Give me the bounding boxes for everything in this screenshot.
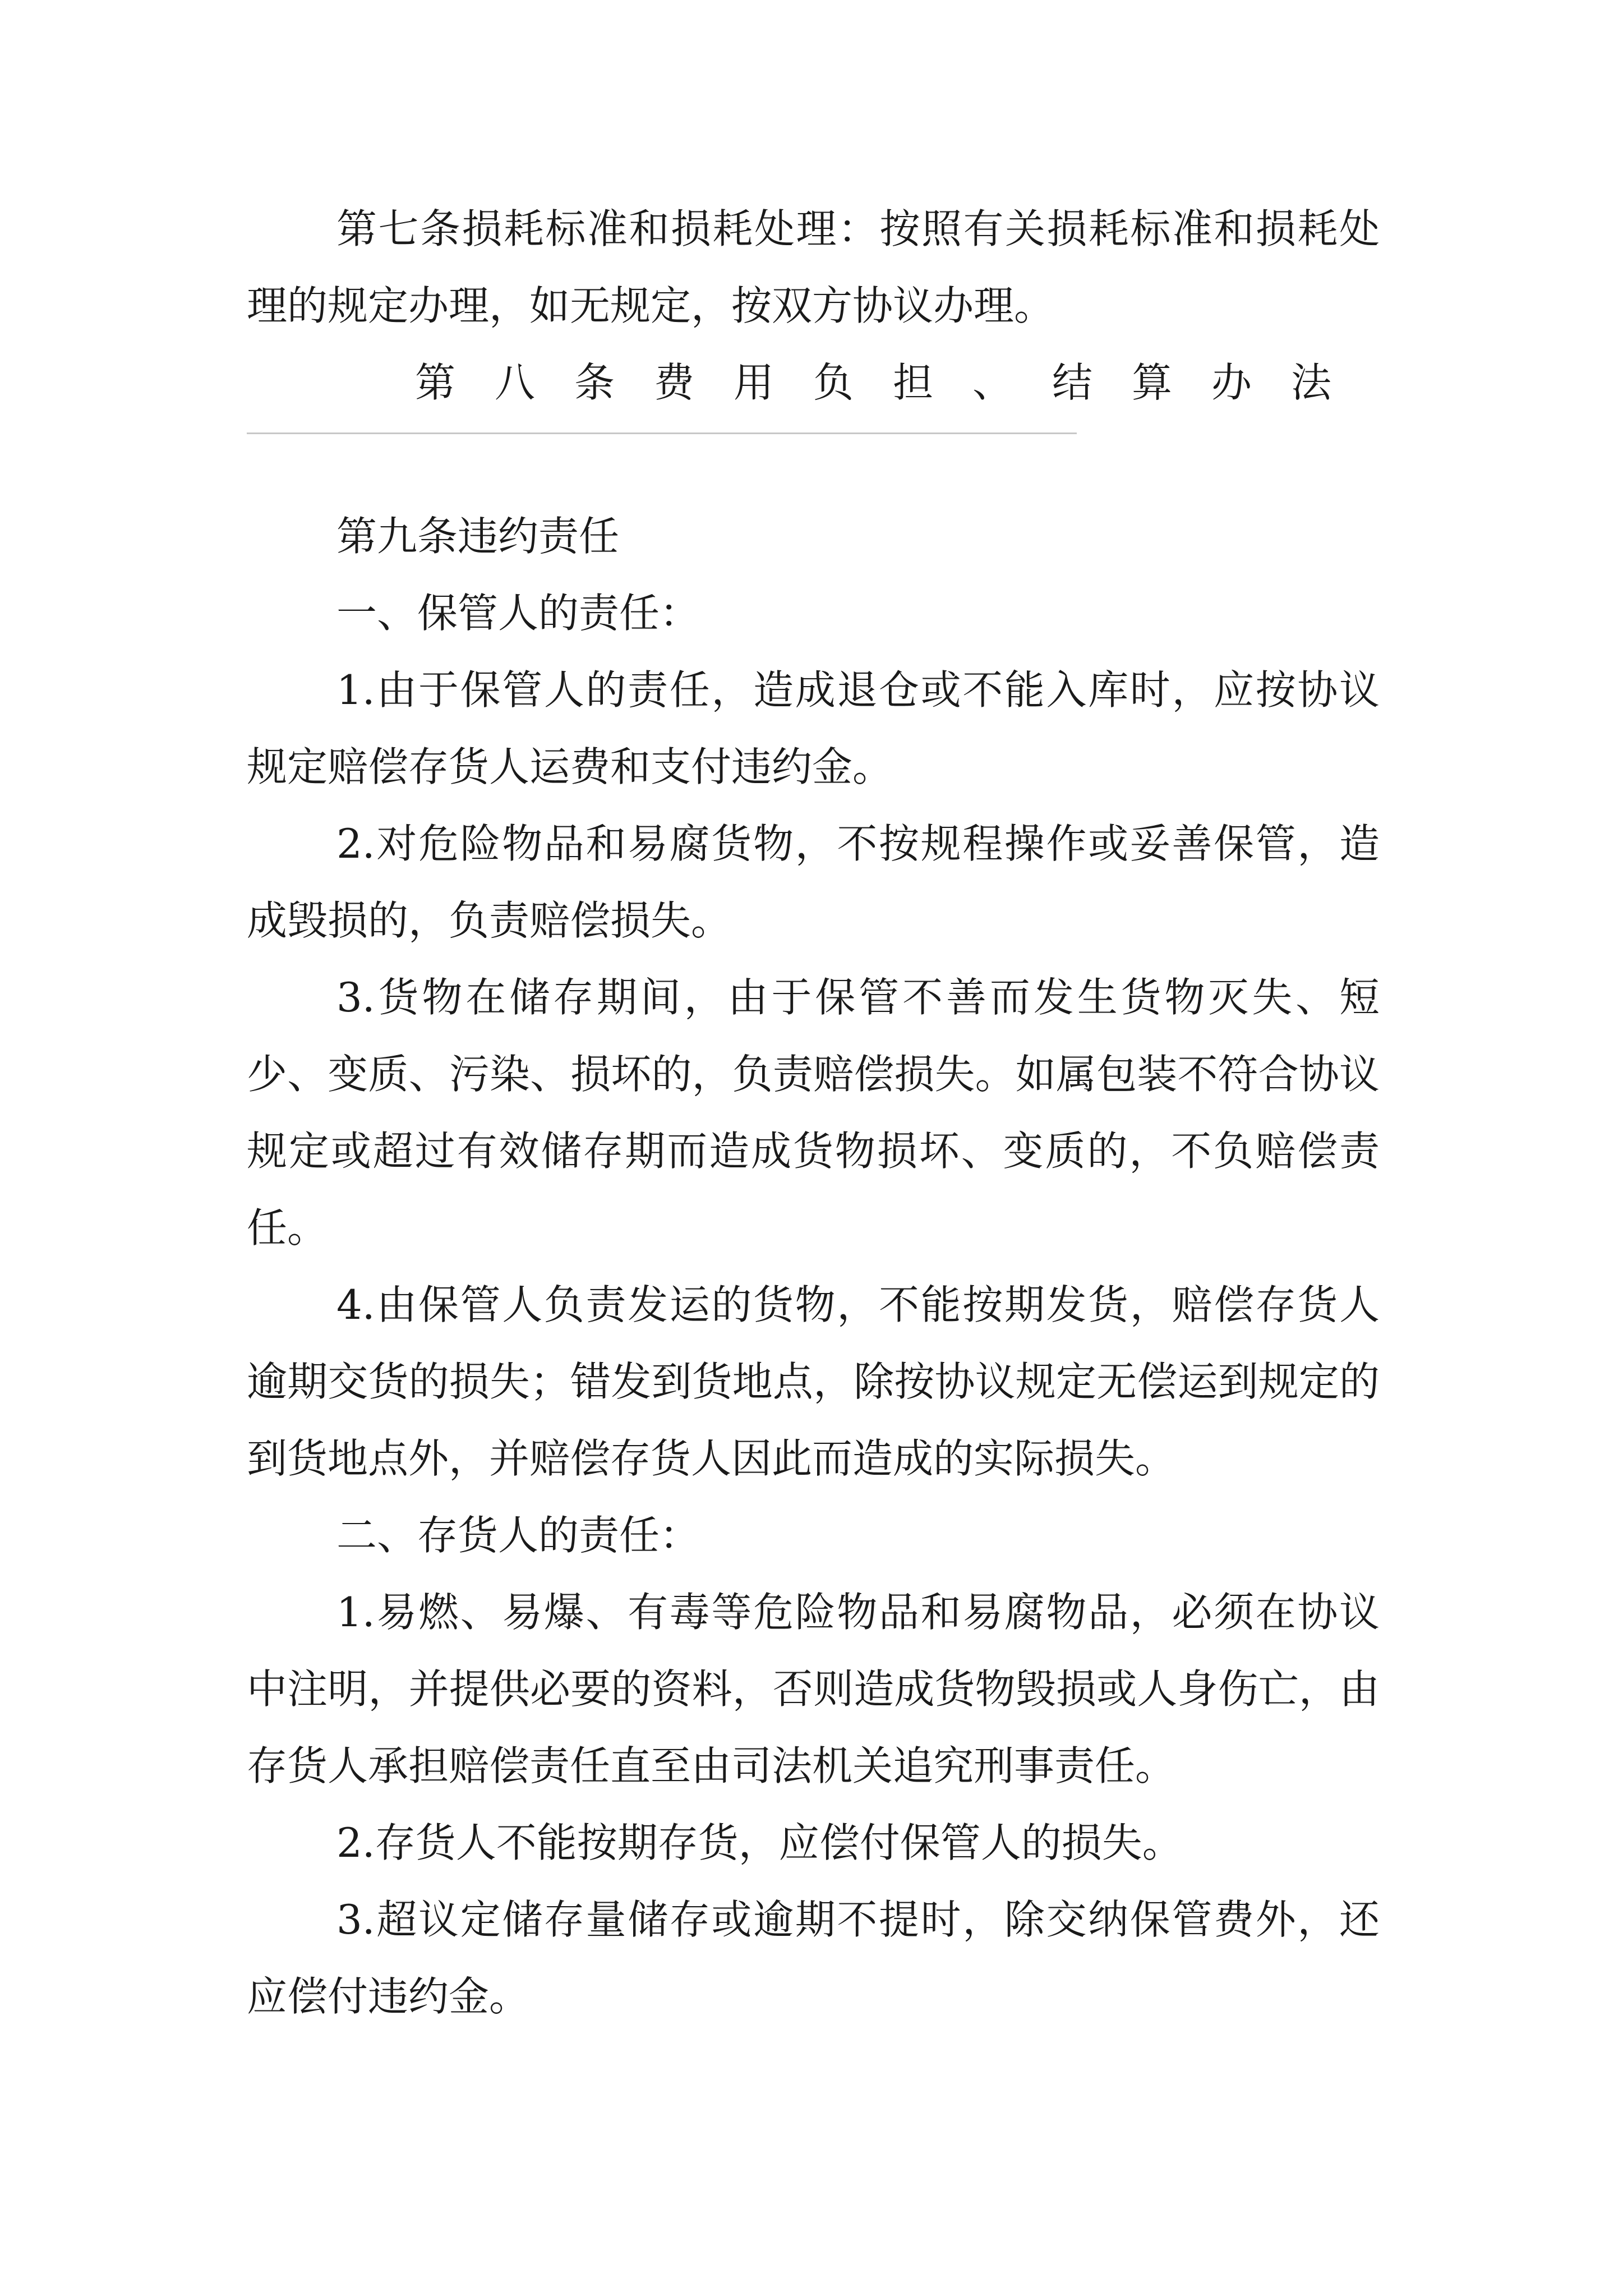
depositor-item-3: 3.超议定储存量储存或逾期不提时，除交纳保管费外，还应偿付违约金。: [247, 1896, 1380, 2020]
article-8-heading: 第八条费用负担、结算办法: [415, 359, 1371, 406]
custodian-item-1: 1.由于保管人的责任，造成退仓或不能入库时，应按协议规定赔偿存货人运费和支付违约金。: [247, 666, 1380, 790]
section-depositor-heading: 二、存货人的责任：: [336, 1512, 700, 1559]
depositor-item-1: 1.易燃、易爆、有毒等危险物品和易腐物品，必须在协议中注明，并提供必要的资料，否则造成货物毁损或人身伤亡，由存货人承担赔偿责任直至由司法机关追究刑事责任。: [247, 1589, 1380, 1789]
custodian-item-3: 3.货物在储存期间，由于保管不善而发生货物灭失、短少、变质、污染、损坏的，负责赔偿损失。如属包装不符合协议规定或超过有效储存期而造成货物损坏、变质的，不负赔偿责任。: [247, 974, 1380, 1251]
underline-rule: [247, 432, 1077, 434]
fill-in-blank: [247, 421, 1380, 498]
custodian-item-2: 2.对危险物品和易腐货物，不按规程操作或妥善保管，造成毁损的，负责赔偿损失。: [247, 820, 1380, 944]
article-9-heading: 第九条违约责任: [336, 513, 620, 560]
document-body: [247, 191, 1380, 2035]
custodian-item-4: 4.由保管人负责发运的货物，不能按期发货，赔偿存货人逾期交货的损失；错发到货地点，除按协议规定无偿运到规定的到货地点外，并赔偿存货人因此而造成的实际损失。: [247, 1281, 1380, 1482]
article-7: 第七条损耗标准和损耗处理：按照有关损耗标准和损耗处理的规定办理，如无规定，按双方协议办理。: [247, 205, 1380, 329]
depositor-item-2: 2.存货人不能按期存货，应偿付保管人的损失。: [336, 1819, 1183, 1866]
section-custodian-heading: 一、保管人的责任：: [336, 590, 700, 637]
